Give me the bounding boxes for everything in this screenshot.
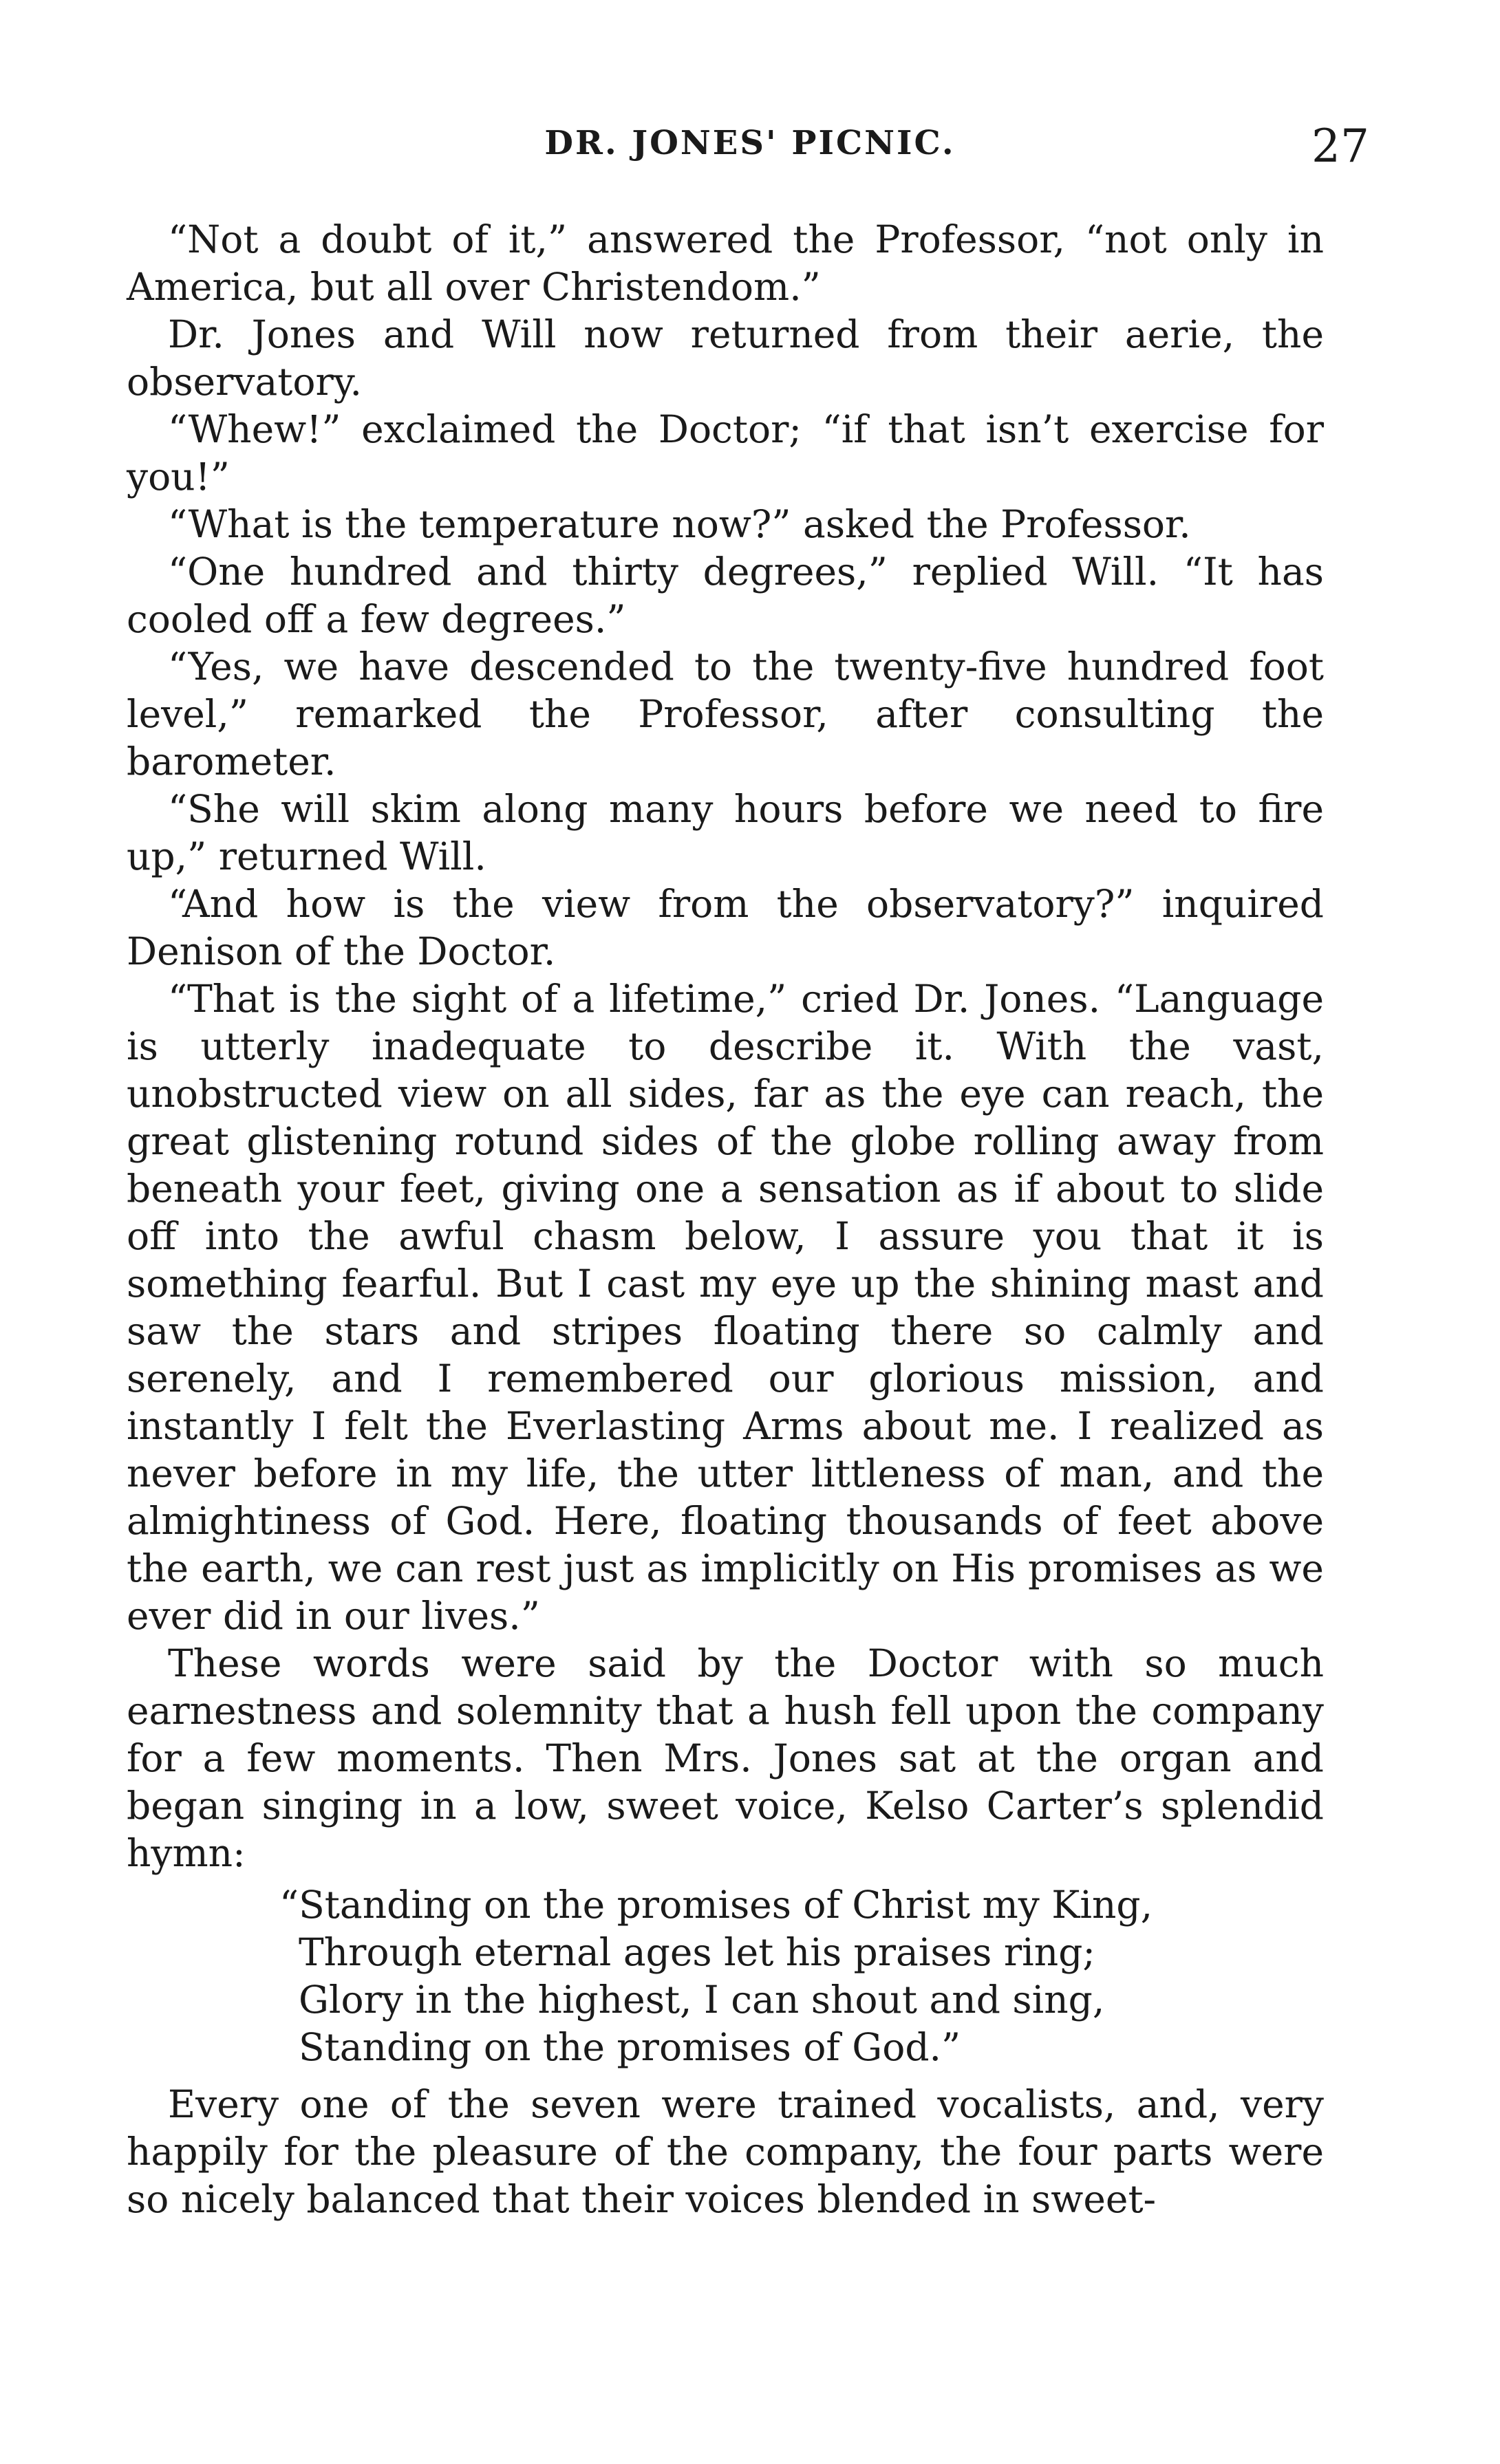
page-number: 27 <box>1311 120 1369 173</box>
paragraph: “She will skim along many hours before we need to fire up,” returned Will. <box>127 787 1324 878</box>
page-header <box>0 120 1500 179</box>
running-head: DR. JONES' PICNIC. <box>544 124 956 162</box>
paragraph: These words were said by the Doctor with so much earnestness and solemnity that a hush fell upon the company for a few moments. Then Mrs. Jones sat at the organ and began singing in a low, sweet voice, Kelso Carter’s splendid hymn: <box>127 1641 1324 1875</box>
paragraph: “Not a doubt of it,” answered the Professor, “not only in America, but all over Christendom.” <box>127 217 1324 309</box>
paragraph: “What is the temperature now?” asked the Professor. <box>168 502 1191 546</box>
hymn-line: Standing on the promises of God.” <box>299 2025 961 2069</box>
paragraph: “One hundred and thirty degrees,” replied Will. “It has cooled off a few degrees.” <box>127 550 1324 641</box>
paragraph: Dr. Jones and Will now returned from their aerie, the observatory. <box>127 312 1324 404</box>
paragraph: “Yes, we have descended to the twenty-five hundred foot level,” remarked the Professor, after consulting the barometer. <box>127 645 1324 783</box>
hymn-line: Through eternal ages let his praises ring; <box>299 1930 1095 1974</box>
hymn-line: Glory in the highest, I can shout and sing, <box>299 1978 1105 2022</box>
body-text <box>127 216 1324 2223</box>
paragraph: “And how is the view from the observatory?” inquired Denison of the Doctor. <box>127 882 1324 973</box>
hymn-quote <box>279 1881 1324 2071</box>
paragraph: Every one of the seven were trained vocalists, and, very happily for the pleasure of the company, the four parts were so nicely balanced that their voices blended in sweet- <box>127 2082 1324 2221</box>
paragraph: “Whew!” exclaimed the Doctor; “if that isn’t exercise for you!” <box>127 407 1324 499</box>
hymn-line: “Standing on the promises of Christ my King, <box>279 1883 1153 1927</box>
paragraph: “That is the sight of a lifetime,” cried Dr. Jones. “Language is utterly inadequate to describe it. With the vast, unobstructed view on all sides, far as the eye can reach, the great glistening rotund sides of the globe rolling away from beneath your feet, giving one a sensation as if about to slide off into the awful chasm below, I assure you that it is something fearful. But I cast my eye up the shining mast and saw the stars and stripes floating there so calmly and serenely, and I remembered our glorious mission, and instantly I felt the Everlasting Arms about me. I realized as never before in my life, the utter littleness of man, and the almightiness of God. Here, floating thousands of feet above the earth, we can rest just as implicitly on His promises as we ever did in our lives.” <box>127 977 1324 1638</box>
